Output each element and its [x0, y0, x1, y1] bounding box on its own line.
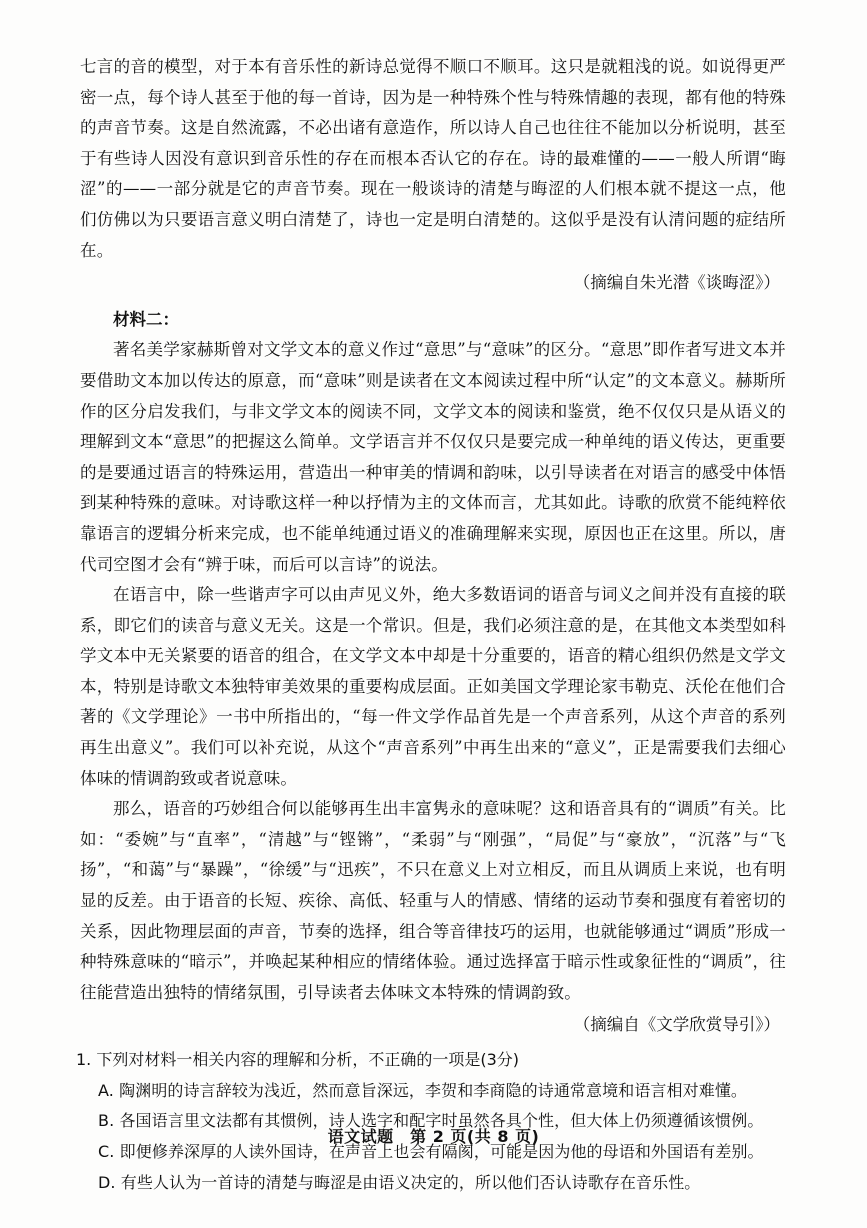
question-1-option-b: B. 各国语言里文法都有其惯例，诗人选字和配字时虽然各具个性，但大体上仍须遵循该惯例。 [98, 1111, 764, 1131]
question-1-option-d: D. 有些人认为一首诗的清楚与晦涩是由语义决定的，所以他们否认诗歌存在音乐性。 [98, 1172, 701, 1192]
material2-paragraph-2: 在语言中，除一些谐声字可以由声见义外，绝大多数语词的语音与词义之间并没有直接的联系，即它们的读音与意义无关。这是一个常识。但是，我们必须注意的是，在其他文本类型如科学文本中无关紧要的语音的组合，在文学文本中却是十分重要的，语音的精心组织仍然是文学文本，特别是诗歌文本独特审美效果的重要构成层面。正如美国文学理论家韦勒克、沃伦在他们合著的《文学理论》一书中所指出的，“每一件文学作品首先是一个声音系列，从这个声音的系列再生出意义”。我们可以补充说，从这个“声音系列”中再生出来的“意义”，正是需要我们去细心体味的情调韵致或者说意味。 [80, 585, 786, 788]
question-1-option-c: C. 即便修养深厚的人读外国诗，在声音上也会有隔阂，可能是因为他的母语和外国语有差别。 [98, 1142, 764, 1162]
material2-paragraph-1: 著名美学家赫斯曾对文学文本的意义作过“意思”与“意味”的区分。“意思”即作者写进文本并要借助文本加以传达的原意，而“意味”则是读者在文本阅读过程中所“认定”的文本意义。赫斯所作的区分启发我们，与非文学文本的阅读不同，文学文本的阅读和鉴赏，绝不仅仅只是从语义的理解到文本“意思”的把握这么简单。文学语言并不仅仅只是要完成一种单纯的语义传达，更重要的是要通过语言的特殊运用，营造出一种审美的情调和韵味，以引导读者在对语言的感受中体悟到某种特殊的意味。对诗歌这样一种以抒情为主的文体而言，尤其如此。诗歌的欣赏不能纯粹依靠语言的逻辑分析来完成，也不能单纯通过语义的准确理解来实现，原因也正在这里。所以，唐代司空图才会有“辨于味，而后可以言诗”的说法。 [80, 340, 786, 574]
material2-title: 材料二： [113, 309, 179, 329]
material1-tail-paragraph: 七言的音的模型，对于本有音乐性的新诗总觉得不顺口不顺耳。这只是就粗浅的说。如说得更严密一点，每个诗人甚至于他的每一首诗，因为是一种特殊个性与特殊情趣的表现，都有他的特殊的声音节奏。这是自然流露，不必出诸有意造作，所以诗人自己也往往不能加以分析说明，甚至于有些诗人因没有意识到音乐性的存在而根本否认它的存在。诗的最难懂的——一般人所谓“晦涩”的——一部分就是它的声音节奏。现在一般谈诗的清楚与晦涩的人们根本就不提这一点，他们仿佛以为只要语言意义明白清楚了，诗也一定是明白清楚的。这似乎是没有认清问题的症结所在。 [80, 57, 786, 260]
question-1-stem: 1. 下列对材料一相关内容的理解和分析，不正确的一项是(3分) [76, 1050, 520, 1069]
page-content [76, 52, 786, 1199]
material2-source: （摘编自《文学欣赏导引》） [573, 1015, 780, 1035]
material1-source: （摘编自朱光潜《谈晦涩》） [573, 273, 780, 293]
page-footer: 语文试题 第 2 页(共 8 页) [327, 1127, 540, 1146]
material2-paragraph-3: 那么，语音的巧妙组合何以能够再生出丰富隽永的意味呢？这和语音具有的“调质”有关。比如：“委婉”与“直率”，“清越”与“铿锵”，“柔弱”与“刚强”，“局促”与“豪放”，“沉落”与“飞扬”，“和蔼”与“暴躁”，“徐缓”与“迅疾”，不只在意义上对立相反，而且从调质上来说，也有明显的反差。由于语音的长短、疾徐、高低、轻重与人的情感、情绪的运动节奏和强度有着密切的关系，因此物理层面的声音，节奏的选择，组合等音律技巧的运用，也就能够通过“调质”形成一种特殊意味的“暗示”，并唤起某种相应的情绪体验。通过选择富于暗示性或象征性的“调质”，往往能营造出独特的情绪氛围，引导读者去体味文本特殊的情调韵致。 [80, 799, 786, 1002]
question-1 [76, 1045, 786, 1199]
question-1-option-a: A. 陶渊明的诗言辞较为浅近，然而意旨深远，李贺和李商隐的诗通常意境和语言相对难懂。 [98, 1080, 748, 1100]
